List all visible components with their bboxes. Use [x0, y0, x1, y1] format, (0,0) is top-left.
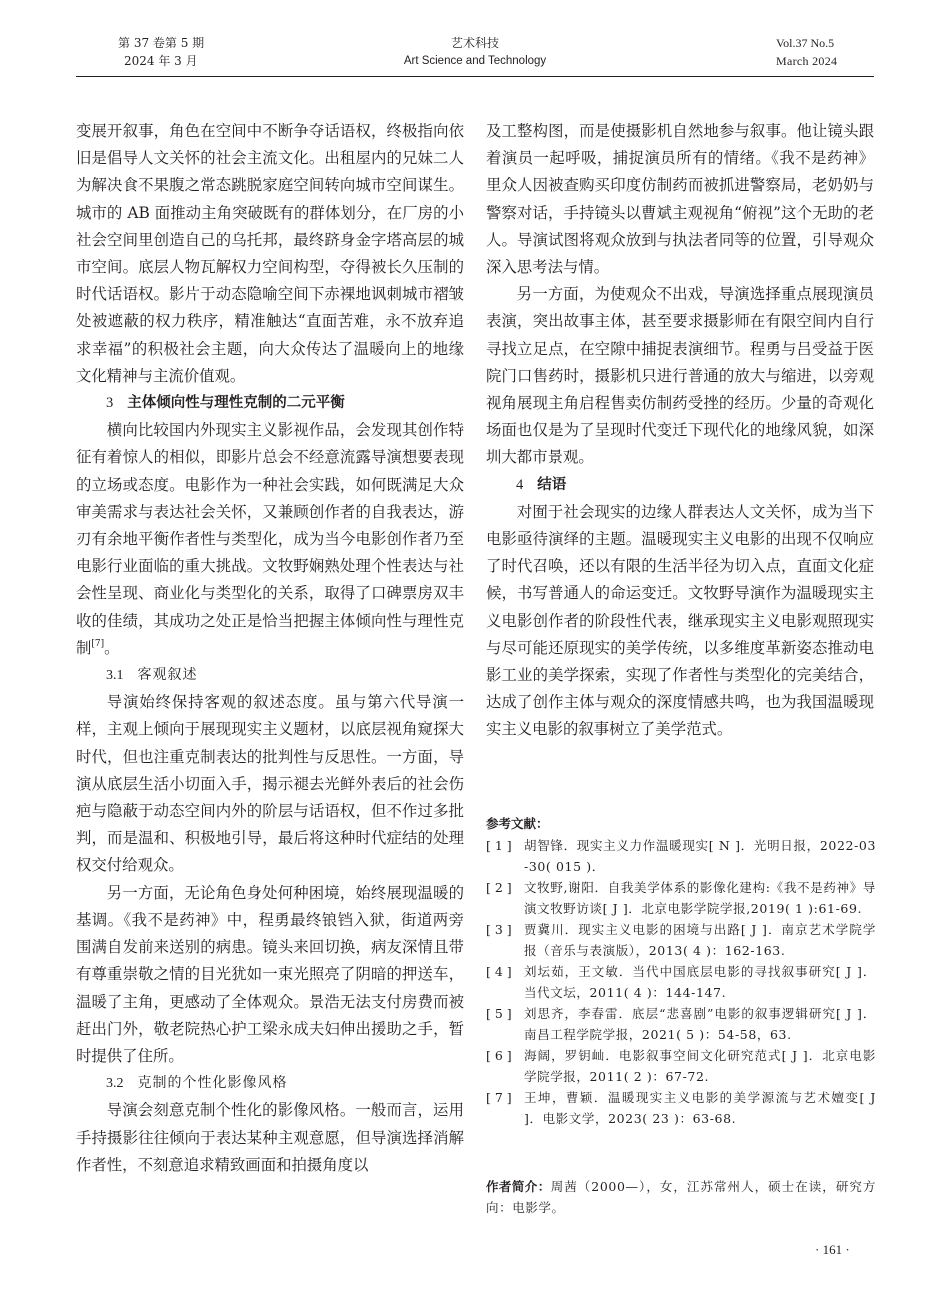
paragraph: 另一方面，无论角色身处何种困境，始终展现温暖的基调。《我不是药神》中，程勇最终锒铛入狱，街道两旁围满自发前来送别的病患。镜头来回切换，病友深情且带有尊重崇敬之情的目光犹如一束光照亮了阴暗的押送车，温暖了主角，更感动了全体观众。景浩无法支付房费而被赶出门外，敬老院热心护工梁永成夫妇伸出援助之手，暂时提供了住所。	[76, 883, 464, 1065]
section-heading-4	[486, 472, 874, 499]
citation-ref: [7]	[91, 638, 105, 649]
paragraph-end: 。	[104, 638, 120, 657]
reference-text: 文牧野,谢阳．自我美学体系的影像化建构:《我不是药神》导演文牧野访谈[ J ]．北京电影学院学报,2019( 1 ):61-69.	[524, 880, 876, 916]
paragraph	[76, 417, 464, 662]
volume-issue: 第 37 卷第 5 期	[118, 36, 205, 50]
volume-issue-en: Vol.37 No.5	[776, 36, 835, 50]
reference-number: [ 4 ]	[486, 964, 512, 979]
reference-text: 王坤，曹颖．温暖现实主义电影的美学源流与艺术嬗变[ J ]．电影文学，2023( 23 )：63-68.	[524, 1090, 876, 1126]
paragraph: 导演会刻意克制个性化的影像风格。一般而言，运用手持摄影往往倾向于表达某种主观意愿，但导演选择消解作者性，不刻意追求精致画面和拍摄角度以	[76, 1101, 464, 1174]
issue-date-en: March 2024	[776, 54, 838, 68]
section-heading-3	[76, 390, 464, 417]
reference-number: [ 7 ]	[486, 1090, 512, 1105]
author-bio-text: 周茜（2000—），女，江苏常州人，硕士在读，研究方向：电影学。	[486, 1179, 876, 1215]
paragraph: 导演始终保持客观的叙述态度。虽与第六代导演一样，主观上倾向于展现现实主义题材，以底层视角窥探大时代，但也注重克制表达的批判性与反思性。一方面，导演从底层生活小切面入手，揭示褪去光鲜外表后的社会伤疤与隐蔽于动态空间内外的阶层与话语权，但不作过多批判，而是温和、积极地引导，最后将这种时代症结的处理权交付给观众。	[76, 693, 464, 875]
paragraph: 及工整构图，而是使摄影机自然地参与叙事。他让镜头跟着演员一起呼吸，捕捉演员所有的情绪。《我不是药神》里众人因被查购买印度仿制药而被抓进警察局，老奶奶与警察对话，手持镜头以曹斌主观视角“俯视”这个无助的老人。导演试图将观众放到与执法者同等的位置，引导观众深入思考法与情。	[486, 122, 874, 277]
reference-number: [ 5 ]	[486, 1006, 512, 1021]
header-rule	[76, 76, 874, 77]
author-bio	[486, 1176, 876, 1218]
reference-item	[486, 1046, 876, 1087]
right-column	[486, 118, 874, 744]
reference-number: [ 1 ]	[486, 838, 512, 853]
left-column	[76, 118, 464, 1179]
subsection-title: 客观叙述	[137, 667, 198, 684]
subsection-number: 3.2	[106, 1076, 124, 1092]
paragraph-text: 横向比较国内外现实主义影视作品，会发现其创作特征有着惊人的相似，即影片总会不经意流露导演想要表现的立场或态度。电影作为一种社会实践，如何既满足大众审美需求与表达社会关怀，又兼顾创作者的自我表达，游刃有余地平衡作者性与类型化，成为当今电影创作者乃至电影行业面临的重大挑战。文牧野娴熟处理个性表达与社会性呈现、商业化与类型化的关系，取得了口碑票房双丰收的佳绩，其成功之处正是恰当把握主体倾向性与理性克制	[76, 421, 464, 657]
page-header	[0, 34, 950, 80]
reference-text: 胡智锋．现实主义力作温暖现实[ N ]．光明日报，2022-03-30( 015 )．	[524, 838, 876, 874]
references	[486, 814, 876, 1130]
reference-item	[486, 836, 876, 877]
reference-text: 刘坛茹，王文敏．当代中国底层电影的寻找叙事研究[ J ]．当代文坛，2011( 4 )：144-147.	[524, 964, 876, 1000]
reference-text: 海阔，罗钥屾．电影叙事空间文化研究范式[ J ]．北京电影学院学报，2011( 2 )：67-72.	[524, 1048, 876, 1084]
paragraph: 对囿于社会现实的边缘人群表达人文关怀，成为当下电影亟待演绎的主题。温暖现实主义电影的出现不仅响应了时代召唤，还以有限的生活半径为切入点，直面文化症候，书写普通人的命运变迁。文牧野导演作为温暖现实主义电影创作者的阶段性代表，继承现实主义电影观照现实与尽可能还原现实的美学传统，以多维度革新姿态推动电影工业的美学探索，实现了作者性与类型化的完美结合，达成了创作主体与观众的深度情感共鸣，也为我国温暖现实主义电影的叙事树立了美学范式。	[486, 502, 874, 739]
issue-date: 2024 年 3 月	[124, 54, 198, 68]
section-number: 3	[106, 395, 114, 412]
reference-item	[486, 920, 876, 961]
reference-number: [ 3 ]	[486, 922, 512, 937]
subsection-heading-3-1	[76, 662, 464, 689]
references-title: 参考文献：	[486, 816, 549, 831]
author-bio-label: 作者简介：	[486, 1179, 551, 1194]
paragraph: 另一方面，为使观众不出戏，导演选择重点展现演员表演，突出故事主体，甚至要求摄影师在有限空间内自行寻找立足点，在空隙中捕捉表演细节。程勇与吕受益于医院门口售药时，摄影机只进行普通的放大与缩进，以旁观视角展现主角启程售卖仿制药受挫的经历。少量的奇观化场面也仅是为了呈现时代变迁下现代化的地缘风貌，如深圳大都市景观。	[486, 285, 874, 467]
reference-number: [ 2 ]	[486, 880, 512, 895]
reference-item	[486, 1088, 876, 1129]
subsection-number: 3.1	[106, 668, 124, 684]
reference-number: [ 6 ]	[486, 1048, 512, 1063]
section-title: 主体倾向性与理性克制的二元平衡	[127, 395, 345, 412]
reference-text: 贾冀川．现实主义电影的困境与出路[ J ]．南京艺术学院学报（音乐与表演版），2013( 4 )：162-163.	[524, 922, 876, 958]
page-number: · 161 ·	[815, 1242, 850, 1257]
reference-text: 刘思齐，李春雷．底层“悲喜剧”电影的叙事逻辑研究[ J ]．南昌工程学院学报，2021( 5 )：54-58，63.	[524, 1006, 876, 1042]
section-title: 结语	[537, 476, 567, 493]
subsection-heading-3-2	[76, 1070, 464, 1097]
paragraph: 变展开叙事，角色在空间中不断争夺话语权，终极指向依旧是倡导人文关怀的社会主流文化。出租屋内的兄妹二人为解决食不果腹之常态跳脱家庭空间转向城市空间谋生。城市的 AB 面推动主角突破既有的群体划分，在厂房的小社会空间里创造自己的乌托邦，最终跻身金字塔高层的城市空间。底层人物瓦解权力空间构型，夺得被长久压制的时代话语权。影片于动态隐喻空间下赤裸地讽刺城市褶皱处被遮蔽的权力秩序，精准触达“直面苦难，永不放弃追求幸福”的积极社会主题，向大众传达了温暖向上的地缘文化精神与主流价值观。	[76, 122, 464, 385]
journal-title-cn: 艺术科技	[450, 36, 499, 50]
reference-item	[486, 878, 876, 919]
section-number: 4	[516, 476, 524, 493]
journal-title-en: Art Science and Technology	[403, 55, 547, 67]
reference-list	[486, 836, 876, 1129]
reference-item	[486, 1004, 876, 1045]
reference-item	[486, 962, 876, 1003]
subsection-title: 克制的个性化影像风格	[137, 1075, 288, 1092]
header-right	[776, 34, 837, 70]
